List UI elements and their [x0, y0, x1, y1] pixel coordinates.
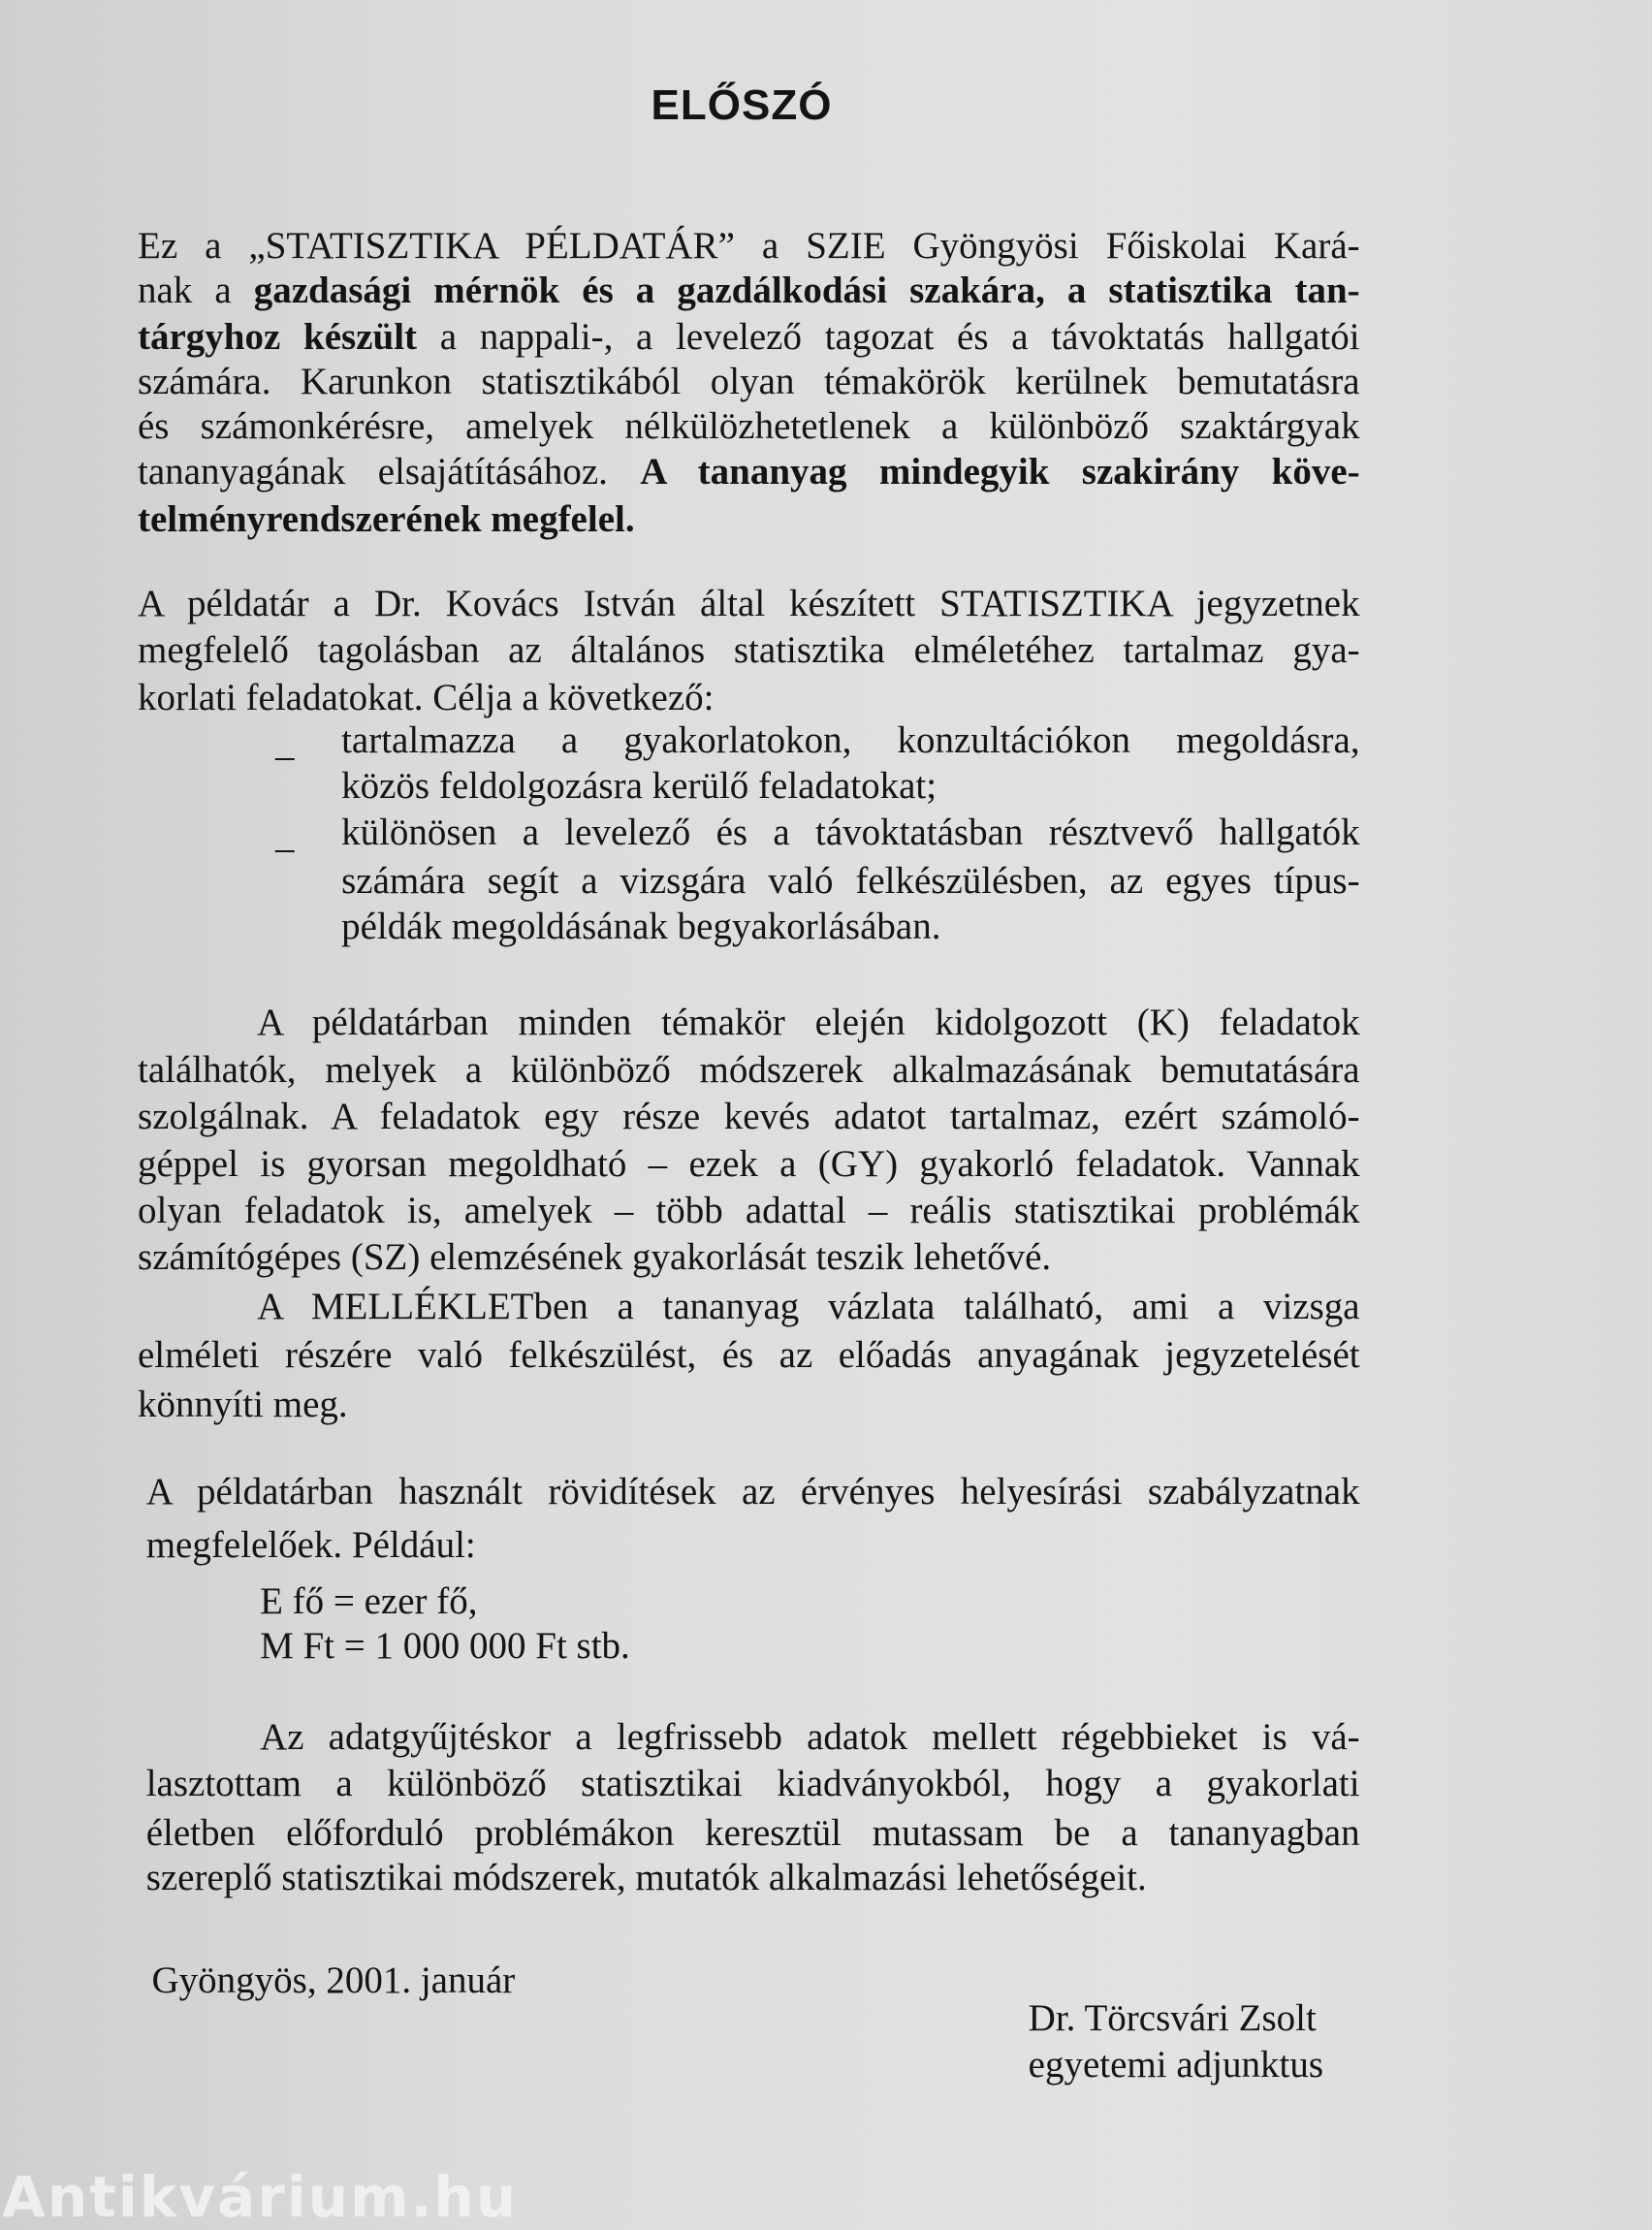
p1-line — [138, 223, 1360, 270]
bullet1-line — [341, 763, 937, 810]
signature-title-line — [1029, 2042, 1323, 2088]
signature-name-line — [1029, 1995, 1317, 2042]
text: szolgálnak. A feladatok egy része kevés adatot tartalmaz, ezért számoló- — [138, 1095, 1360, 1137]
text: elméleti részére való felkészülést, és az előadás anyagának jegyzetelését — [138, 1334, 1360, 1377]
p6-line — [146, 1855, 1147, 1901]
text: könnyíti meg. — [138, 1384, 348, 1425]
p4-line — [138, 1332, 1360, 1379]
page-title: ELŐSZÓ — [651, 81, 833, 129]
p2-line — [138, 627, 1360, 674]
p3-line — [138, 1188, 1360, 1234]
bullet2-line — [341, 858, 1360, 905]
text: nak a — [138, 269, 254, 311]
bullet-marker: – — [275, 827, 295, 869]
text: életben előforduló problémákon keresztül mutassam be a tananyagban — [145, 1811, 1360, 1854]
p2-line — [138, 675, 715, 721]
text: találhatók, melyek a különböző módszerek alkalmazásának bemutatására — [138, 1049, 1360, 1092]
date-line — [151, 1958, 515, 2004]
text: Ez a „STATISZTIKA PÉLDATÁR” a SZIE Gyöngyösi Főiskolai Kará- — [138, 224, 1360, 267]
text: lasztottam a különböző statisztikai kiadványokból, hogy a gyakorlati — [145, 1763, 1360, 1805]
p1-line — [138, 496, 635, 543]
p4-line — [138, 1382, 348, 1428]
p1-line — [138, 359, 1360, 405]
text: Gyöngyös, 2001. január — [151, 1959, 516, 2002]
text: megfelelő tagolásban az általános statisztika elméletéhez tartalmaz gya- — [138, 628, 1360, 671]
p5-line — [146, 1522, 476, 1569]
text: számára segít a vizsgára való felkészülésben, az egyes típus- — [341, 859, 1360, 902]
p1-line — [138, 314, 1360, 361]
p6-line — [146, 1761, 1360, 1807]
p3-line — [257, 1000, 1359, 1046]
p6-line — [260, 1714, 1360, 1761]
text: megfelelőek. Például: — [145, 1523, 476, 1566]
p5-line — [146, 1469, 1360, 1515]
p1-line — [138, 268, 1360, 314]
bullet2-line — [341, 904, 940, 950]
text: különösen a levelező és a távoktatásban résztvevő hallgatók — [341, 812, 1360, 854]
p3-line — [138, 1094, 1360, 1140]
p6-line — [146, 1810, 1360, 1857]
bullet-marker: – — [275, 735, 295, 777]
bullet1-line — [341, 717, 1360, 764]
bullet2-line — [341, 810, 1360, 856]
bold-text: gazdasági mérnök és a gazdálkodási szakára, a statisztika tan- — [253, 269, 1360, 311]
text: A MELLÉKLETben a tananyag vázlata található, ami a vizsga — [257, 1285, 1360, 1327]
text: számítógépes (SZ) elemzésének gyakorlását teszik lehetővé. — [138, 1235, 1052, 1278]
text: szereplő statisztikai módszerek, mutatók alkalmazási lehetőségeit. — [145, 1857, 1147, 1899]
text: a nappali-, a levelező tagozat és a távoktatás hallgatói — [417, 315, 1360, 358]
text: A példatárban minden témakör elején kidolgozott (K) feladatok — [257, 1001, 1360, 1043]
text: Dr. Törcsvári Zsolt — [1028, 1997, 1317, 2040]
text: példák megoldásának begyakorlásában. — [341, 906, 941, 948]
text: olyan feladatok is, amelyek – több adattal – reális statisztikai problémák — [138, 1190, 1360, 1232]
bold-text: tárgyhoz készült — [138, 315, 418, 358]
text: egyetemi adjunktus — [1028, 2044, 1324, 2087]
text: A példatár a Dr. Kovács István által készített STATISZTIKA jegyzetnek — [138, 583, 1360, 625]
text: korlati feladatokat. Célja a következő: — [138, 677, 715, 719]
text: tartalmazza a gyakorlatokon, konzultációkon megoldásra, — [341, 718, 1360, 761]
text: közös feldolgozásra kerülő feladatokat; — [341, 765, 937, 808]
p1-line — [138, 403, 1360, 450]
text: számára. Karunkon statisztikából olyan témakörök kerülnek bemutatásra — [138, 361, 1360, 403]
p3-line — [138, 1047, 1360, 1094]
example-line — [260, 1623, 630, 1670]
bold-text: telményrendszerének megfelel. — [138, 498, 635, 541]
text: Az adatgyűjtéskor a legfrissebb adatok mellett régebbieket is vá- — [260, 1716, 1360, 1759]
text: E fő = ezer fő, — [260, 1579, 478, 1622]
text: géppel is gyorsan megoldható – ezek a (GY) gyakorló feladatok. Vannak — [138, 1143, 1360, 1186]
text: M Ft = 1 000 000 Ft stb. — [260, 1625, 630, 1668]
p1-line — [138, 449, 1360, 495]
bold-text: A tananyag mindegyik szakirány köve- — [640, 450, 1360, 493]
text: A példatárban használt rövidítések az érvényes helyesírási szabályzatnak — [145, 1470, 1360, 1513]
p3-line — [138, 1234, 1051, 1281]
p4-line — [257, 1284, 1359, 1330]
p2-line — [138, 581, 1360, 627]
p3-line — [138, 1141, 1360, 1188]
text: és számonkérésre, amelyek nélkülözhetetlenek a különböző szaktárgyak — [138, 405, 1360, 448]
watermark: Antikvárium.hu — [2, 2164, 519, 2230]
text: tananyagának elsajátításához. — [138, 450, 641, 493]
example-line — [260, 1578, 477, 1625]
